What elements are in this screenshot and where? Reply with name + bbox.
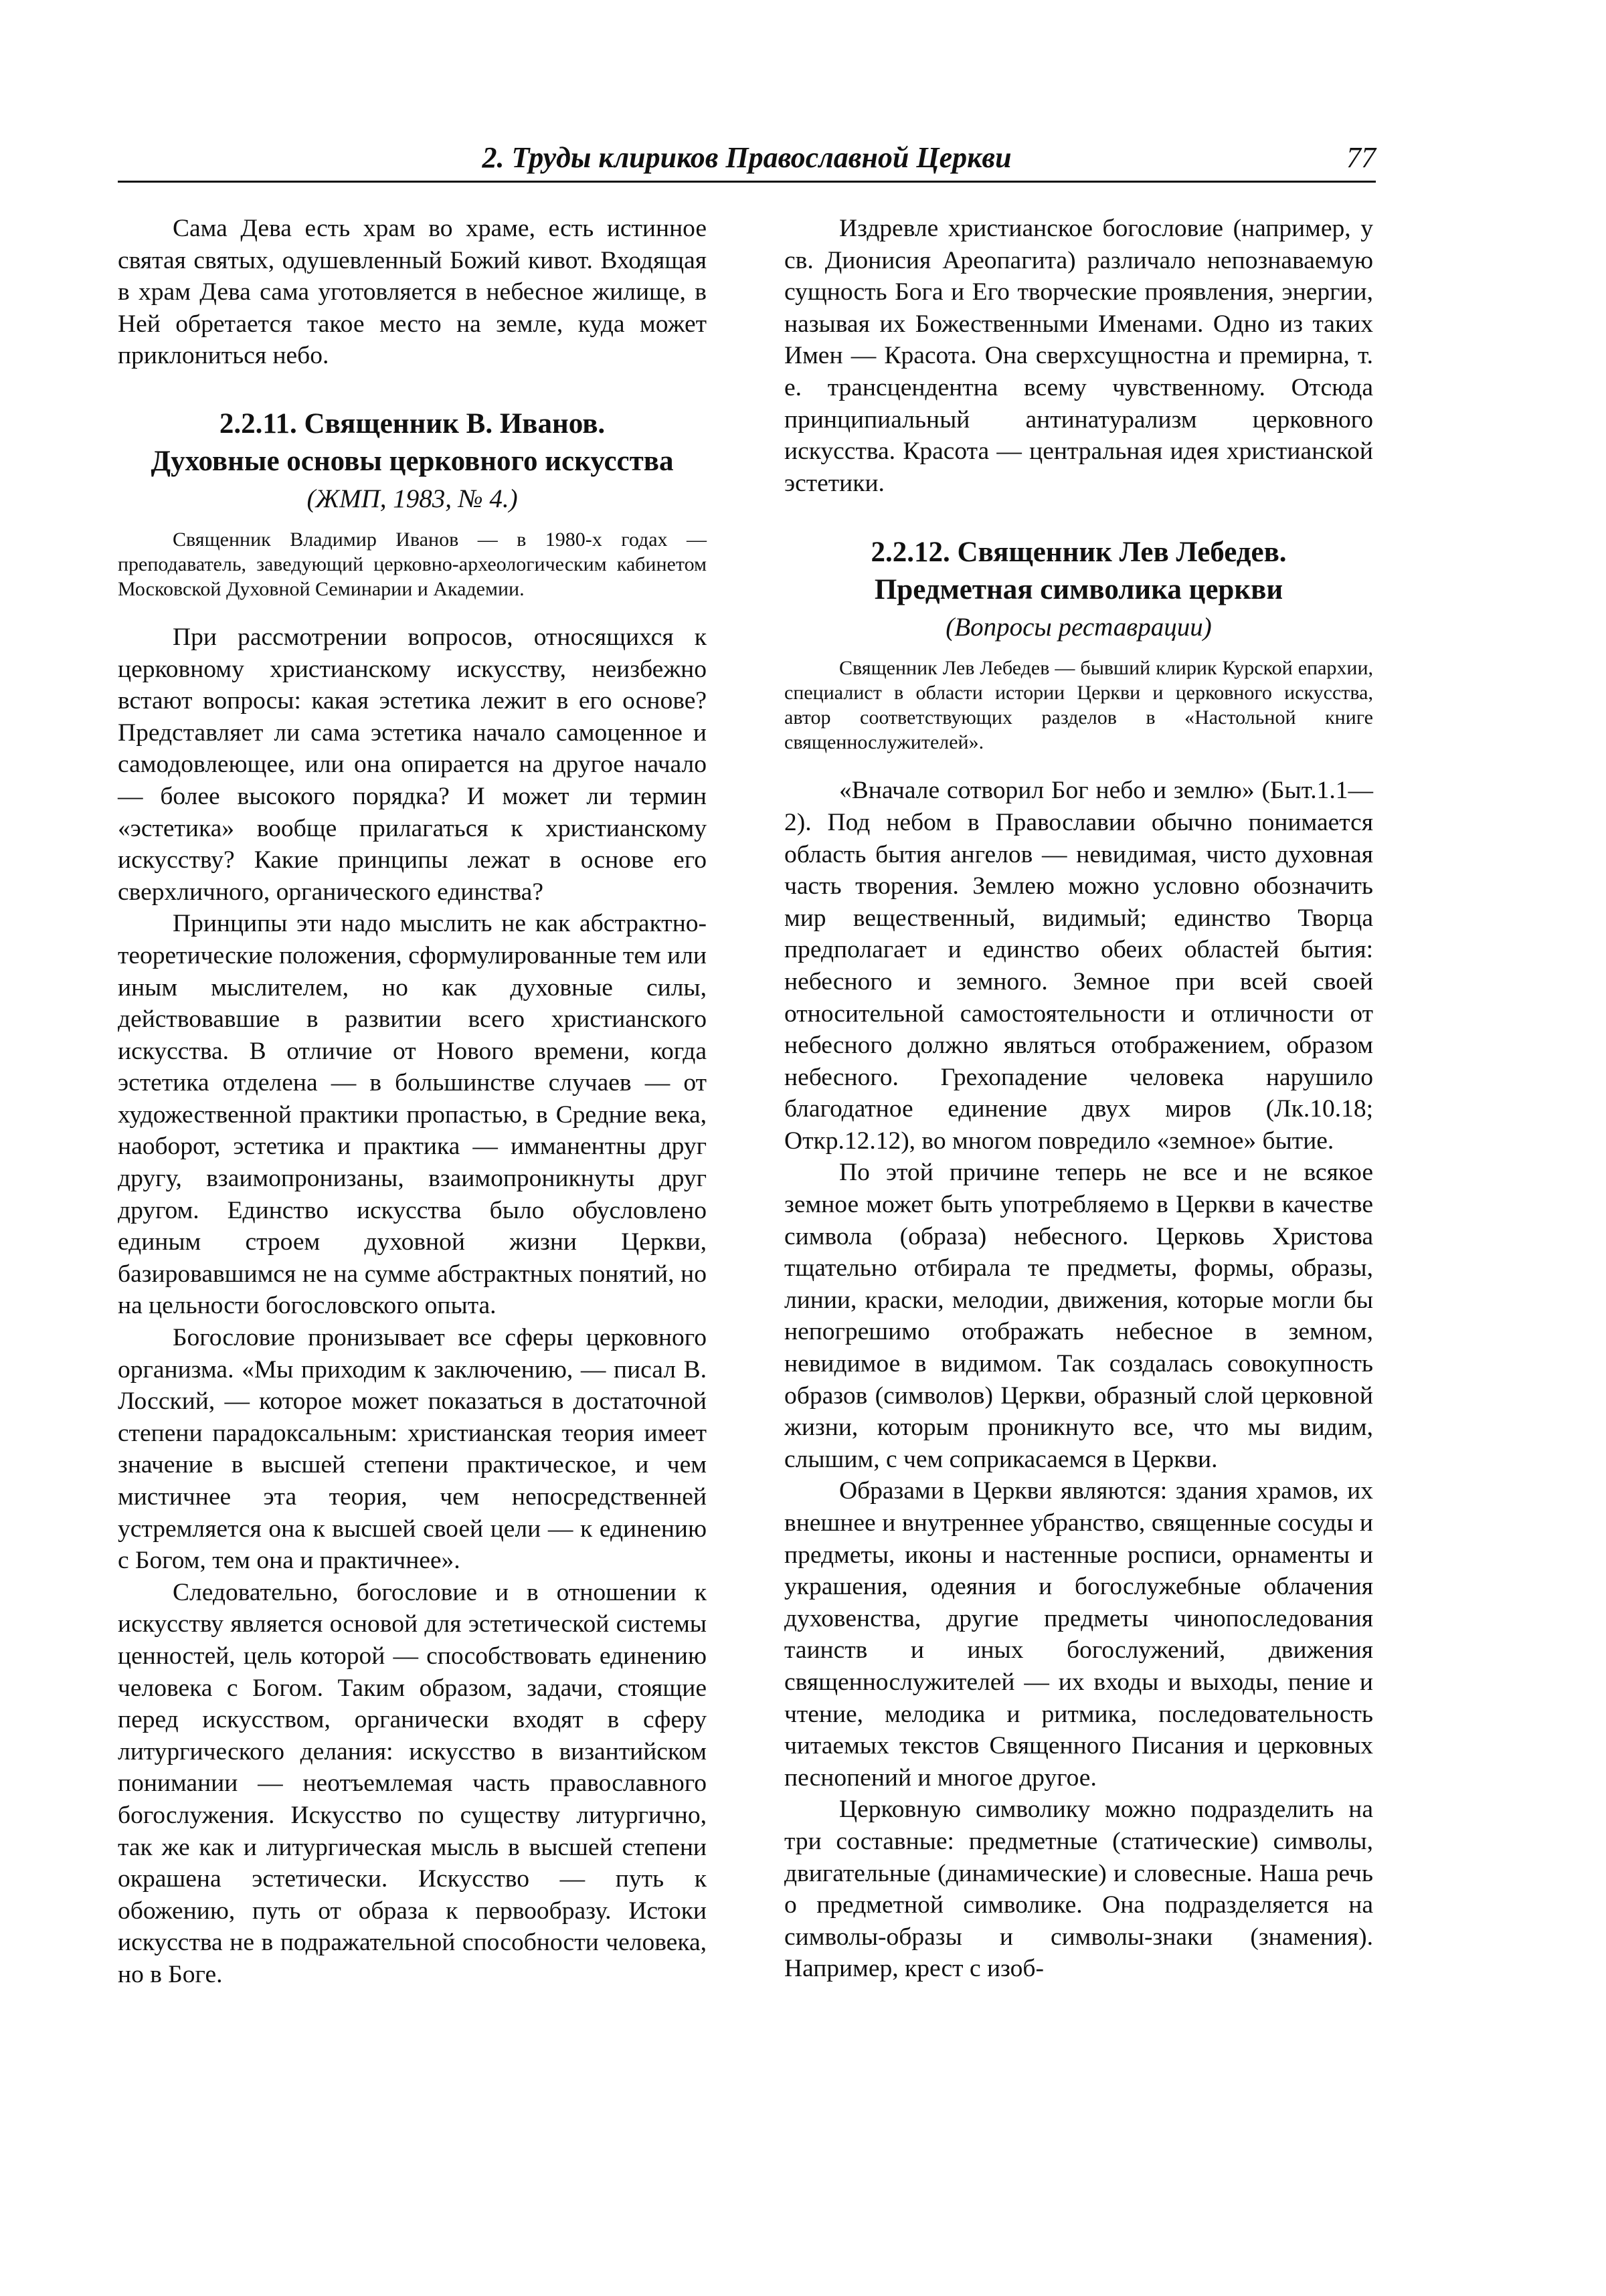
running-title: 2. Труды клириков Православной Церкви <box>482 141 1012 174</box>
body-paragraph: Принципы эти надо мыслить не как абстрактно-теоретические положения, сформулированные тем или иным мыслителем, но как духовные силы, действовавшие в развитии всего христианского искусства. В отличие от Нового времени, когда эстетика отделена — в большинстве случаев — от художественной практики пропастью, в Средние века, наоборот, эстетика и практика — имманентны друг другу, взаимопронизаны, взаимопроникнуты друг другом. Единство искусства было обусловлено единым строем духовной жизни Церкви, базировавшимся не на сумме абстрактных понятий, но на цельности богословского опыта. <box>118 910 707 1320</box>
author-bio: Священник Владимир Иванов — в 1980-х годах — преподаватель, заведующий церковно-археологическим кабинетом Московской Духовной Семинарии и Академии. <box>118 528 707 600</box>
section-source: (Вопросы реставрации) <box>946 613 1212 642</box>
body-paragraph: Образами в Церкви являются: здания храмов, их внешнее и внутреннее убранство, священные сосуды и предметы, иконы и настенные росписи, орнаменты и украшения, одеяния и богослужебные облачения духовенства, другие предметы чинопоследования таинств и иных богослужений, движения священнослужителей — их входы и выходы, пение и чтение, мелодика и ритмика, последовательность читаемых текстов Священного Писания и церковных песнопений и многое другое. <box>784 1477 1373 1792</box>
body-paragraph: Следовательно, богословие и в отношении к искусству является основой для эстетической системы ценностей, цель которой — способствовать единению человека с Богом. Таким образом, задачи, стоящие перед искусством, органически входят в сферу литургического делания: искусство в византийском понимании — неотъемлемая часть православного богослужения. Искусство по существу литургично, так же как и литургическая мысль в высшей степени окрашена эстетически. Искусство — путь к обожению, путь от образа к первообразу. Истоки искусства не в подражательной способности человека, но в Боге. <box>118 1578 707 1988</box>
left-column <box>118 213 707 1991</box>
section-heading-author: 2.2.11. Священник В. Иванов. <box>219 407 606 440</box>
section-heading-title: Предметная символика церкви <box>874 574 1283 606</box>
author-bio: Священник Лев Лебедев — бывший клирик Курской епархии, специалист в области истории Церкви и церковного искусства, автор соответствующих разделов в «Настольной книге священнослужителей». <box>784 657 1373 754</box>
section-heading-title: Духовные основы церковного искусства <box>151 445 674 477</box>
running-head <box>118 138 1376 183</box>
right-column <box>784 213 1373 1985</box>
body-paragraph: Церковную символику можно подразделить на три составные: предметные (статические) символы, двигательные (динамические) и словесные. Наша речь о предметной символике. Она подразделяется на символы-образы и символы-знаки (знамения). Например, крест с изоб- <box>784 1796 1373 1983</box>
body-paragraph: «Вначале сотворил Бог небо и землю» (Быт.1.1—2). Под небом в Православии обычно понимается область бытия ангелов — невидимая, чисто духовная часть творения. Землею можно условно обозначить мир вещественный, видимый; единство Творца предполагает и единство обеих областей бытия: небесного и земного. Земное при всей своей относительной самостоятельности и отличности от небесного должно являться отображением, образом небесного. Грехопадение человека нарушило благодатное единение двух миров (Лк.10.18; Откр.12.12), во многом повредило «земное» бытие. <box>784 777 1373 1155</box>
section-heading-author: 2.2.12. Священник Лев Лебедев. <box>871 537 1287 569</box>
body-paragraph: При рассмотрении вопросов, относящихся к церковному христианскому искусству, неизбежно встают вопросы: какая эстетика лежит в его основе? Представляет ли сама эстетика начало самоценное и самодовлеющее, или она опирается на другое начало — более высокого порядка? И может ли термин «эстетика» вообще прилагаться к христианскому искусству? Какие принципы лежат в основе его сверхличного, органического единства? <box>118 623 707 906</box>
left-intro-paragraph: Сама Дева есть храм во храме, есть истинное святая святых, одушевленный Божий кивот. Входящая в храм Дева сама уготовляется в небесное жилище, в Ней обретается такое место на земле, куда может приклониться небо. <box>118 215 707 370</box>
section-source: (ЖМП, 1983, № 4.) <box>306 484 518 513</box>
page-number: 77 <box>1346 141 1376 174</box>
body-paragraph: Богословие пронизывает все сферы церковного организма. «Мы приходим к заключению, — писал В. Лосский, — которое может показаться в достаточной степени парадоксальным: христианская теория имеет значение в высшей степени практическое, и чем мистичнее эта теория, чем непосредственней устремляется она к высшей своей цели — к единению с Богом, тем она и практичнее». <box>118 1324 707 1575</box>
body-paragraph: По этой причине теперь не все и не всякое земное может быть употребляемо в Церкви в качестве символа (образа) небесного. Церковь Христова тщательно отбирала те предметы, формы, образы, линии, краски, мелодии, движения, которые могли бы непогрешимо отображать небесное в земном, невидимое в видимом. Так создалась совокупность образов (символов) Церкви, образный слой церковной жизни, которым проникнуто все, что мы видим, слышим, с чем соприкасаемся в Церкви. <box>784 1159 1373 1473</box>
right-intro-paragraph: Издревле христианское богословие (например, у св. Дионисия Ареопагита) различало непознаваемую сущность Бога и Его творческие проявления, энергии, называя их Божественными Именами. Одно из таких Имен — Красота. Она сверхсущностна и премирна, т. е. трансцендентна всему чувственному. Отсюда принципиальный антинатурализм церковного искусства. Красота — центральная идея христианской эстетики. <box>784 215 1373 497</box>
